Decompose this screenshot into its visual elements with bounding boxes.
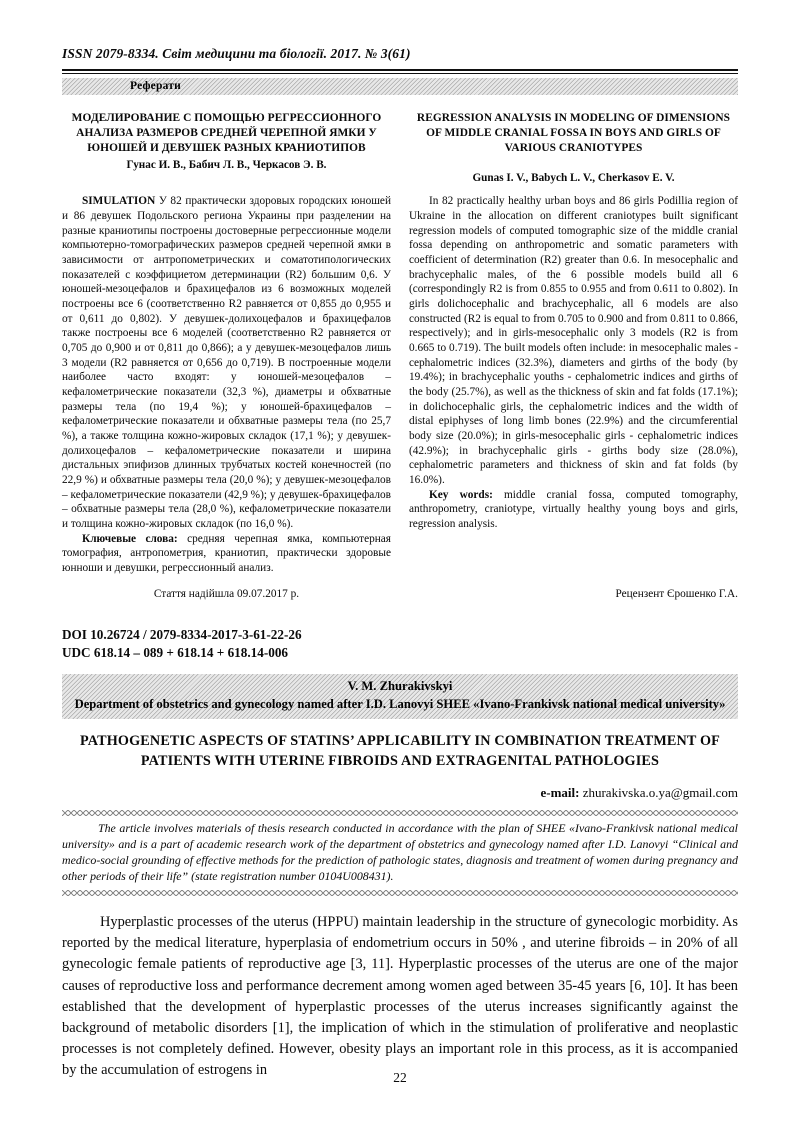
- funding-note-text: The article involves materials of thesis research conducted in accordance with the plan of SHEE «Ivano-Frankivsk national medical university» and is a part of academic research work of the department of obstetrics and gynecology named after I.D. Lanovyi “Clinical and medico-social grounding of effective methods for the prediction of pathologic states, diagnosis and treatment of women during pregnancy and other periods of their life” (state registration number 0104U008431).: [62, 821, 738, 884]
- section-band-reviews: Реферати: [62, 78, 738, 95]
- article1-received-note: Стаття надійшла 09.07.2017 р.: [153, 587, 300, 600]
- article1-abstract-ru: [62, 194, 391, 575]
- abstract-en-text: In 82 practically healthy urban boys and 86 girls Podillia region of Ukraine in the allocation on different craniotypes built significant regression models of computed tomographic size of the middle cranial fossa depending on anthropometric and somatic parameters with coefficient of determination (R2) greater than 0.6. In mesocephalic and brachycephalic males, of the 6 possible models build all 6 (correspondingly R2 is from 0.855 to 0.955 and from 0.611 to 0.802). In girls dolichocephalic and brachycephalic, all 6 models are also constructed (R2 is equal to from 0.705 to 0.900 and from 0.811 to 0.866, respectively); and in girls-mesocephalic only 3 models (R2 is from 0.665 to 0.719). The built models often include: in mesocephalic males - cephalometric indices (32.3%), diameters and girths of the body (by 19.4%); in brachycephalic youths - cephalometric indices and girths of the body (25.7%), as well as the thickness of skin and fat folds (17.1%); in dolichocephalic girls, the cephalometric indices and the width of distal epiphyses of long limb bones (22.9%) and the circumferential body size (20.0%); in girls-mesocephalic girls - cephalometric indices (42.9%); in brachycephalic girls - girths body size (28.0%), cephalometric parameters and thickness of skin and fat folds (by 16.0%).: [409, 195, 738, 487]
- article1-abstract-en: [409, 194, 738, 575]
- article2-doi: DOI 10.26724 / 2079-8334-2017-3-61-22-26: [62, 626, 302, 642]
- article1-reviewer-note: Рецензент Єрошенко Г.А.: [615, 587, 738, 600]
- wavy-rule-top: [62, 810, 738, 816]
- article2-identifiers: [62, 626, 738, 662]
- keywords-ru-text: средняя черепная ямка, компьютерная томография, антропометрия, краниотип, практически здоровые юнноши и девушки, регрессионный анализ.: [62, 532, 391, 575]
- email-address[interactable]: zhurakivska.o.ya@gmail.com: [579, 785, 738, 801]
- article2-udc: UDC 618.14 – 089 + 618.14 + 618.14-006: [62, 645, 289, 661]
- article1-title-ru-column: [62, 111, 391, 184]
- keywords-en-paragraph: [409, 488, 738, 532]
- article1-abstracts: [62, 194, 738, 575]
- running-head: ISSN 2079-8334. Світ медицини та біології. 2017. № 3(61): [62, 46, 411, 61]
- article1-title-en-column: [409, 111, 738, 184]
- keywords-en-text: middle cranial fossa, computed tomography, anthropometry, craniotype, virtually healthy young boys and girls, regression analysis.: [409, 488, 739, 531]
- article1-titles: [62, 111, 738, 184]
- article1-title-ru: МОДЕЛИРОВАНИЕ С ПОМОЩЬЮ РЕГРЕССИОННОГО АНАЛИЗА РАЗМЕРОВ СРЕДНЕЙ ЧЕРЕПНОЙ ЯМКИ У ЮНОШЕЙ И ДЕВУШЕК РАЗНЫХ КРАНИОТИПОВ: [71, 111, 382, 154]
- article1-footnotes: [62, 588, 738, 600]
- article2-department: Department of obstetrics and gynecology named after I.D. Lanovyi SHEE «Ivano-Frankivsk national medical university»: [74, 697, 726, 712]
- body-paragraph: Hyperplastic processes of the uterus (HPPU) maintain leadership in the structure of gynecologic morbidity. As reported by the medical literature, hyperplasia of endometrium occurs in 50% , and uterine fibroids – in 20% of all gynecologic female patients of reproductive age [3, 11]. Hyperplastic processes of the uterus are one of the major causes of reproductive loss and performance decrement among women aged between 35-45 years [6, 10]. It has been established that the development of hyperplastic processes of the uterus increases significantly against the background of metabolic disorders [1], the implication of which in the stimulation of proliferative and neoplastic processes is not completely defined. However, obesity plays an important role in this process, as it is accompanied by the accumulation of estrogens in: [62, 914, 738, 1079]
- header-rule: [62, 69, 738, 74]
- article2-email-line: [62, 785, 738, 801]
- abstract-ru-lead: SIMULATION: [82, 195, 156, 208]
- page-number: 22: [393, 1070, 407, 1085]
- keywords-en-label: Key words:: [429, 488, 493, 501]
- article2-title: PATHOGENETIC ASPECTS OF STATINS’ APPLICABILITY IN COMBINATION TREATMENT OF PATIENTS WITH UTERINE FIBROIDS AND EXTRAGENITAL PATHOLOGIES: [80, 732, 720, 770]
- email-label: e-mail:: [540, 785, 580, 801]
- article1-title-en: REGRESSION ANALYSIS IN MODELING OF DIMENSIONS OF MIDDLE CRANIAL FOSSA IN BOYS AND GIRLS OF VARIOUS CRANIOTYPES: [416, 111, 731, 154]
- keywords-ru-label: Ключевые слова:: [82, 532, 178, 545]
- abstract-en-paragraph: [409, 194, 738, 487]
- article2-author-band: [62, 674, 738, 719]
- article1-authors-en: Gunas I. V., Babych L. V., Cherkasov E. V.: [472, 172, 675, 185]
- article2-funding-note: [62, 821, 738, 885]
- abstract-ru-text: У 82 практически здоровых городских юношей и 86 девушек Подольского региона Украины при разделении на разные краниотипы построены достоверные регрессионные модели компьютерно-томографических размеров средней черепной ямки в зависимости от антропометрических и соматотипологических показателей с коэффициетом детерминации (R2) большим 0,6. У юношей-мезоцефалов и брахицефалов из 6 возможных моделей построены все 6 (соответственно R2 равняется от 0,855 до 0,955 и от 0,611 до 0,802). У девушек-долихоцефалов и брахицефалов также построены все 6 моделей (соответственно R2 равняется от 0,705 до 0,900 и от 0,811 до 0,866); а у девушек-мезоцефалов лишь 3 модели (R2 равняется от 0,656 до 0,719). В построенные модели наиболее часто входят: у юношей-мезоцефалов – кефалометрические показатели (32,3 %), диаметры и обхватные размеры тела (по 19,4 %); у юношей-брахицефалов – кефалометрические показатели и обхватные размеры тела (по 25,7 %), а также толщина кожно-жировых складок (17,1 %); у девушек-долихоцефалов – кефалометрические показатели и ширина дистальных эпифизов длинных трубчатых костей конечностей (по 22,9 %) и обхватные размеры тела (20,0 %); у девушек-мезоцефалов – кефалометрические показатели (42,9 %); у девушек-брахицефалов – обхватные размеры тела (28,0 %), кефалометрические показатели и толщина кожно-жировых складок (по 16,0 %).: [62, 195, 391, 531]
- wavy-rule-bottom: [62, 890, 738, 896]
- abstract-ru-paragraph: [62, 194, 391, 531]
- article2-author: V. M. Zhurakivskyi: [347, 679, 453, 694]
- keywords-ru-paragraph: [62, 532, 391, 576]
- article1-authors-ru: Гунас И. В., Бабич Л. В., Черкасов Э. В.: [126, 159, 327, 172]
- article2-body: [62, 912, 738, 1081]
